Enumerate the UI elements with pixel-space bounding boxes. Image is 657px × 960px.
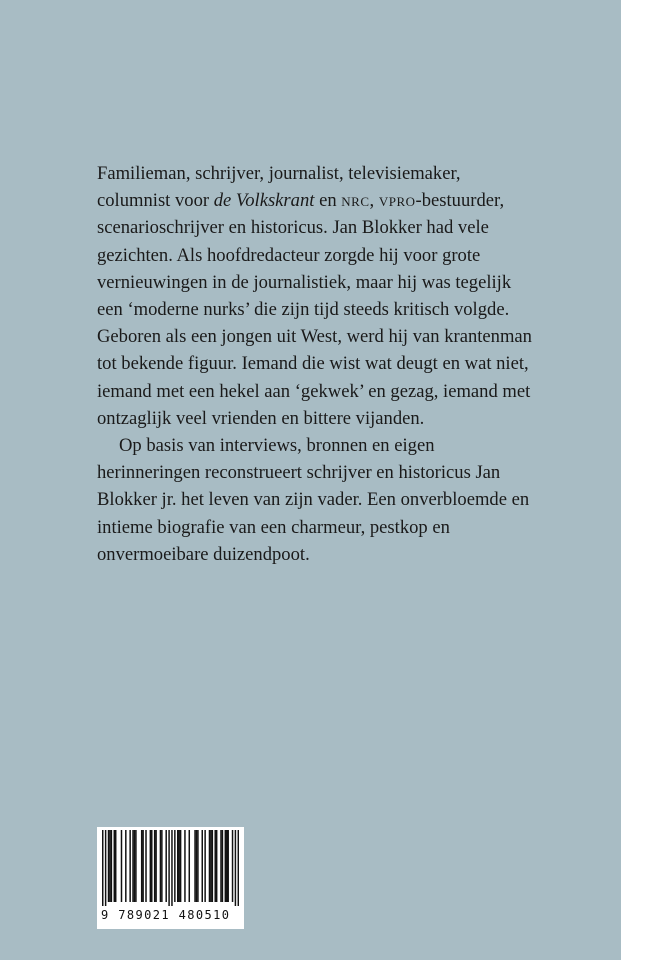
barcode-bar	[121, 830, 122, 902]
barcode-bar	[109, 830, 110, 902]
blurb-paragraph-1	[97, 160, 537, 432]
broadcaster-vpro: vpro	[378, 190, 416, 212]
barcode-bar	[222, 830, 223, 902]
barcode-bar	[180, 830, 181, 902]
barcode-bar	[235, 830, 236, 906]
barcode-bar	[168, 830, 169, 906]
barcode-bar	[204, 830, 205, 902]
barcode-bar	[238, 830, 239, 906]
barcode-bar	[142, 830, 143, 902]
barcode-bar	[155, 830, 156, 902]
barcode-bar	[202, 830, 203, 902]
isbn-barcode	[97, 827, 244, 929]
barcode-bar	[154, 830, 155, 902]
barcode-bar	[212, 830, 213, 902]
barcode-bar	[220, 830, 221, 902]
barcode-bar	[111, 830, 112, 902]
barcode-bar	[132, 830, 133, 902]
barcode-bar	[197, 830, 198, 902]
blurb-text-segment: en	[314, 190, 342, 212]
barcode-bar	[232, 830, 233, 902]
barcode-bar	[102, 830, 103, 906]
barcode-bar	[108, 830, 109, 902]
barcode-bar	[184, 830, 185, 902]
barcode-bar	[227, 830, 228, 902]
blurb-text-segment: Familieman, schrijver, journalist, televisiemaker, columnist voor	[97, 163, 461, 212]
barcode-bar	[129, 830, 130, 902]
barcode-bar	[196, 830, 197, 902]
barcode-bar	[216, 830, 217, 902]
blurb-paragraph-2: Op basis van interviews, bronnen en eigen herinneringen reconstrueert schrijver en historicus Jan Blokker jr. het leven van zijn vader. Een onverbloemde en intieme biografie van een charmeur, pestkop en onvermoeibare duizendpoot.	[97, 435, 530, 565]
barcode-bar	[125, 830, 126, 902]
barcode-bar	[114, 830, 115, 902]
barcode-bar	[141, 830, 142, 902]
newspaper-title-nrc: nrc	[341, 190, 370, 212]
barcode-bar	[226, 830, 227, 902]
barcode-bar	[177, 830, 178, 902]
barcode-bar	[209, 830, 210, 902]
barcode-bar	[225, 830, 226, 902]
barcode-bar	[160, 830, 161, 902]
barcode-bar	[145, 830, 146, 902]
barcode-bar	[115, 830, 116, 902]
barcode-bars	[102, 830, 239, 906]
blurb-text-segment: ,	[369, 190, 379, 212]
barcode-bar	[151, 830, 152, 902]
barcode-bar	[105, 830, 106, 906]
barcode-bar	[150, 830, 151, 902]
barcode-bar	[189, 830, 190, 902]
barcode-bar	[171, 830, 172, 906]
barcode-bar	[174, 830, 175, 902]
isbn-digits: 9 789021 480510	[101, 908, 231, 922]
barcode-bar	[178, 830, 179, 902]
barcode-bar	[135, 830, 136, 902]
barcode-bar	[210, 830, 211, 902]
blurb-text	[97, 160, 537, 568]
barcode-bar	[165, 830, 166, 902]
barcode-bar	[134, 830, 135, 902]
barcode-bar	[214, 830, 215, 902]
barcode-bar	[194, 830, 195, 902]
blurb-text-segment: -bestuurder, scenarioschrijver en historicus. Jan Blokker had vele gezichten. Als hoofdredacteur zorgde hij voor grote vernieuwingen in de journalistiek, maar hij was tegelijk een ‘moderne nurks’ die zijn tijd steeds kritisch volgde. Geboren als een jongen uit West, werd hij van krantenman tot bekende figuur. Iemand die wist wat deugt en wat niet, iemand met een hekel aan ‘gekwek’ en gezag, iemand met ontzaglijk veel vrienden en bittere vijanden.	[97, 190, 532, 429]
newspaper-title-volkskrant: de Volkskrant	[213, 190, 315, 212]
barcode-bar	[161, 830, 162, 902]
